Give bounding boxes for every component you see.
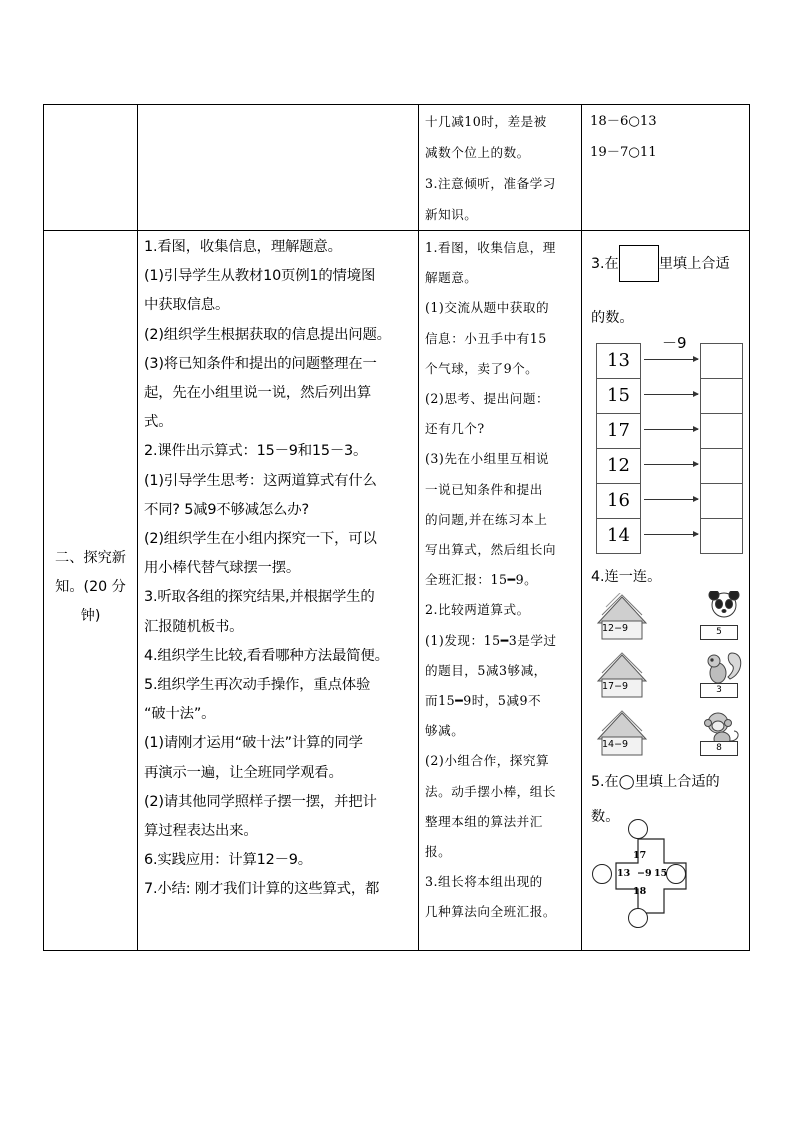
- arrow-icon: [644, 359, 698, 360]
- arrow-icon: [644, 394, 698, 395]
- stage-label: 钟): [80, 608, 101, 624]
- cross-number-bottom: 18: [633, 886, 647, 897]
- text-line: 不同? 5减9不够减怎么办?: [144, 501, 309, 518]
- text-line: 几种算法向全班汇报。: [425, 904, 556, 920]
- animal-icons: [700, 591, 746, 761]
- answer-cell: [700, 448, 743, 483]
- student-activity-cell: [419, 231, 582, 951]
- blank-circle: [592, 864, 612, 884]
- text-line: 3.注意倾听，准备学习: [425, 176, 556, 191]
- text-line: 还有几个?: [425, 421, 485, 437]
- arrow-icon: [644, 464, 698, 465]
- cross-operation: −9: [637, 868, 652, 879]
- exercise-line: 19－7○11: [590, 145, 657, 160]
- text-line: 整理本组的算法并汇: [425, 813, 543, 829]
- cross-number-right: 15: [654, 868, 668, 879]
- text-line: (1)发现：15━3是学过: [425, 632, 557, 648]
- arrow-icon: [644, 429, 698, 430]
- arrow-icon: [644, 534, 698, 535]
- text-line: 信息：小丑手中有15: [425, 330, 547, 346]
- text-line: 的问题,并在练习本上: [425, 511, 548, 527]
- lesson-plan-table: [43, 104, 750, 951]
- text-line: “破十法”。: [144, 706, 216, 723]
- house-icons: [592, 593, 652, 763]
- text-line: 十几减10时，差是被: [425, 114, 547, 129]
- text-line: 4.组织学生比较,看看哪种方法最简便。: [144, 647, 389, 664]
- text-line: 1.看图，收集信息，理: [425, 240, 556, 255]
- q5-line2: 数。: [591, 809, 620, 825]
- squirrel-icon: [708, 653, 741, 683]
- text-line: 式。: [144, 414, 173, 431]
- text-line: (2)小组合作，探究算: [425, 753, 550, 769]
- q5-line1: 5.在◯里填上合适的: [591, 774, 720, 790]
- text-line: 减数个位上的数。: [425, 145, 530, 160]
- text-line: (3)将已知条件和提出的问题整理在一: [144, 355, 377, 372]
- operation-label: －9: [662, 334, 687, 352]
- text-line: 个气球，卖了9个。: [425, 360, 539, 376]
- exercise-cell: [582, 231, 750, 951]
- blank-circle: [628, 819, 648, 839]
- text-line: 算过程表达出来。: [144, 823, 258, 840]
- stage-cell: [44, 231, 138, 951]
- cross-number-top: 17: [633, 850, 647, 861]
- text-line: (2)组织学生在小组内探究一下，可以: [144, 531, 377, 548]
- text-line: 起，先在小组里说一说，然后列出算: [144, 385, 372, 402]
- answer-column: [700, 343, 743, 554]
- table-row: [44, 231, 750, 951]
- text-line: 7.小结: 刚才我们计算的这些算式，都: [144, 881, 380, 898]
- house-expression: 14−9: [602, 739, 629, 750]
- text-line: 用小棒代替气球摆一摆。: [144, 560, 301, 577]
- text-line: (1)交流从题中获取的: [425, 300, 550, 316]
- text-line: (1)请刚才运用“破十法”计算的同学: [144, 735, 363, 752]
- number-cell: 13: [596, 343, 641, 378]
- stage-cell: [44, 105, 138, 231]
- text-line: 5.组织学生再次动手操作，重点体验: [144, 677, 371, 694]
- student-activity-cell: [419, 105, 582, 231]
- q3-suffix: 里填上合适: [658, 256, 730, 272]
- text-line: 再演示一遍，让全班同学观看。: [144, 764, 343, 781]
- table-row: [44, 105, 750, 231]
- text-line: 汇报随机板书。: [144, 618, 244, 635]
- text-line: 中获取信息。: [144, 297, 230, 314]
- answer-box: 5: [700, 625, 738, 640]
- blank-box: [619, 245, 659, 282]
- text-line: 的题目，5减3够减，: [425, 662, 547, 678]
- number-cell: 12: [596, 448, 641, 483]
- text-line: 6.实践应用：计算12－9。: [144, 852, 312, 869]
- blank-circle: [628, 908, 648, 928]
- number-cell: 16: [596, 483, 641, 518]
- answer-box: 3: [700, 683, 738, 698]
- teacher-activity-cell: [138, 231, 419, 951]
- text-line: (2)请其他同学照样子摆一摆，并把计: [144, 793, 377, 810]
- text-line: (2)组织学生根据获取的信息提出问题。: [144, 326, 391, 343]
- text-line: 法。动手摆小棒，组长: [425, 783, 556, 799]
- text-line: 1.看图，收集信息，理解题意。: [144, 239, 342, 255]
- number-cell: 14: [596, 518, 641, 554]
- house-expression: 12−9: [602, 623, 629, 634]
- answer-cell: [700, 343, 743, 378]
- answer-cell: [700, 518, 743, 554]
- text-line: 2.比较两道算式。: [425, 602, 530, 618]
- answer-cell: [700, 413, 743, 448]
- exercise-cell: [582, 105, 750, 231]
- answer-cell: [700, 483, 743, 518]
- text-line: (2)思考、提出问题：: [425, 391, 550, 407]
- blank-circle: [666, 864, 686, 884]
- teacher-activity-cell: [138, 105, 419, 231]
- answer-box: 8: [700, 741, 738, 756]
- text-line: 3.组长将本组出现的: [425, 874, 543, 890]
- stage-label: 知。(20 分: [55, 579, 126, 595]
- cross-number-left: 13: [617, 868, 631, 879]
- text-line: 解题意。: [425, 270, 478, 286]
- text-line: 3.听取各组的探究结果,并根据学生的: [144, 589, 375, 606]
- number-column: [596, 343, 641, 554]
- text-line: (1)引导学生从教材10页例1的情境图: [144, 268, 376, 285]
- stage-label: 二、探究新: [55, 550, 126, 566]
- text-line: 全班汇报：15━9。: [425, 572, 538, 588]
- text-line: 写出算式，然后组长向: [425, 542, 556, 558]
- answer-cell: [700, 378, 743, 413]
- q3-line2: 的数。: [591, 310, 634, 326]
- exercise-line: 18－6○13: [590, 114, 657, 129]
- q3-heading: [591, 245, 730, 282]
- text-line: 新知识。: [425, 207, 478, 222]
- house-expression: 17−9: [602, 681, 629, 692]
- q3-prefix: 3.在: [591, 256, 619, 272]
- text-line: 报。: [425, 844, 452, 860]
- text-line: 一说已知条件和提出: [425, 481, 543, 497]
- text-line: 而15━9时，5减9不: [425, 693, 542, 709]
- number-cell: 15: [596, 378, 641, 413]
- arrow-icon: [644, 499, 698, 500]
- panda-icon: [709, 591, 739, 617]
- text-line: 够减。: [425, 723, 465, 739]
- text-line: 2.课件出示算式：15－9和15－3。: [144, 443, 368, 460]
- text-line: (3)先在小组里互相说: [425, 451, 550, 467]
- q4-title: 4.连一连。: [591, 569, 662, 585]
- number-cell: 17: [596, 413, 641, 448]
- text-line: (1)引导学生思考：这两道算式有什么: [144, 472, 377, 489]
